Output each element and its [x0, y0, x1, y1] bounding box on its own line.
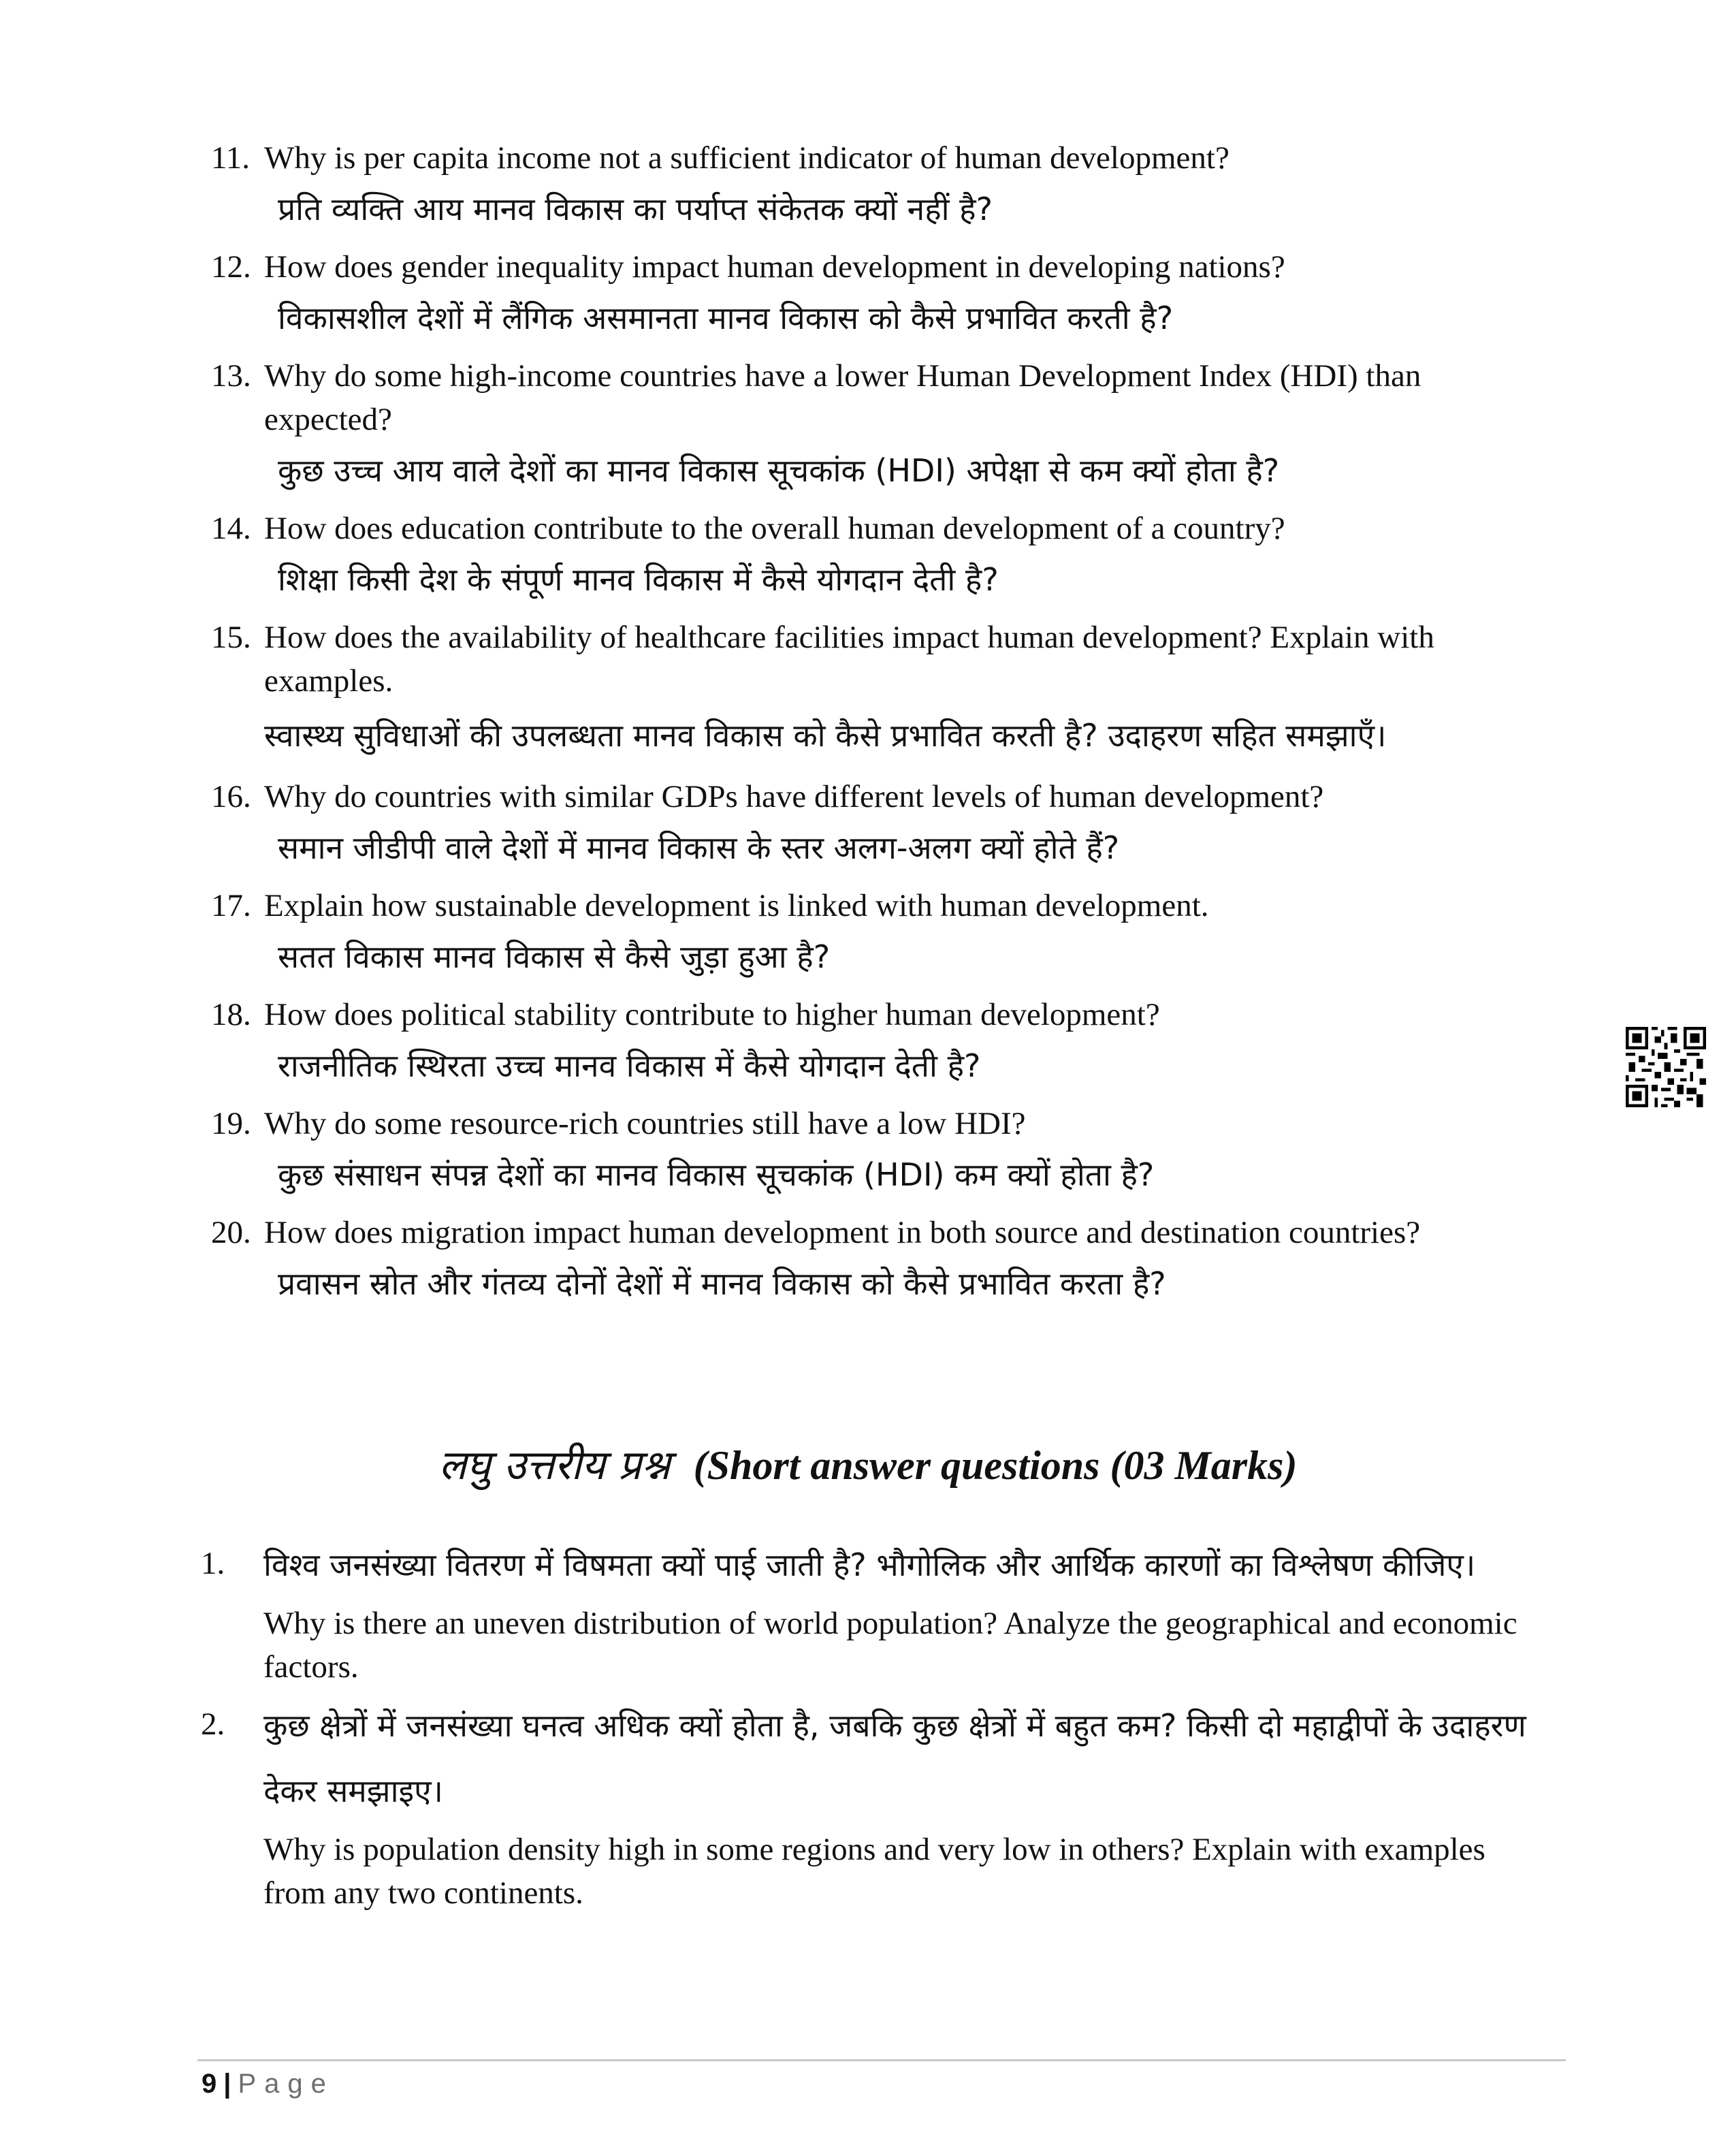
section-heading-hi: लघु उत्तरीय प्रश्न	[438, 1442, 671, 1489]
question-text-en: How does migration impact human development in both source and destination countries?	[264, 1215, 1421, 1250]
question-text-en: How does political stability contribute to higher human development?	[264, 997, 1160, 1032]
question-text-en: Why do countries with similar GDPs have different levels of human development?	[264, 779, 1324, 814]
question-text-hi: विश्व जनसंख्या वितरण में विषमता क्यों पाई जाती है? भौगोलिक और आर्थिक कारणों का विश्लेषण कीजिए।	[263, 1546, 1476, 1583]
question-item	[211, 993, 1539, 1095]
question-text-hi: प्रति व्यक्ति आय मानव विकास का पर्याप्त संकेतक क्यों नहीं है?	[278, 191, 993, 227]
question-text-en: Why do some resource-rich countries still have a low HDI?	[264, 1106, 1026, 1141]
page-label: Page	[238, 2069, 334, 2099]
question-number: 15.	[211, 620, 251, 655]
question-text-hi: राजनीतिक स्थिरता उच्च मानव विकास में कैसे योगदान देती है?	[278, 1047, 981, 1084]
question-text-hi: विकासशील देशों में लैंगिक असमानता मानव विकास को कैसे प्रभावित करती है?	[278, 300, 1174, 336]
question-item	[211, 616, 1539, 768]
question-number: 20.	[211, 1215, 251, 1250]
question-number: 2.	[201, 1706, 225, 1742]
question-text-en: How does gender inequality impact human development in developing nations?	[264, 249, 1285, 285]
question-number: 1.	[201, 1546, 225, 1581]
question-number: 17.	[211, 888, 251, 923]
question-text-hi: समान जीडीपी वाले देशों में मानव विकास के स्तर अलग-अलग क्यों होते हैं?	[278, 829, 1120, 866]
question-number: 14.	[211, 511, 251, 546]
question-text-en: Why is there an uneven distribution of world population? Analyze the geographical and economic factors.	[263, 1606, 1517, 1685]
question-number: 19.	[211, 1106, 251, 1141]
question-text-en: Explain how sustainable development is linked with human development.	[264, 888, 1209, 923]
question-number: 13.	[211, 358, 251, 394]
question-text-hi: स्वास्थ्य सुविधाओं की उपलब्धता मानव विकास को कैसे प्रभावित करती है? उदाहरण सहित समझाएँ।	[264, 717, 1387, 754]
question-text-en: Why is per capita income not a sufficient indicator of human development?	[264, 140, 1229, 176]
question-text-hi: प्रवासन स्रोत और गंतव्य दोनों देशों में मानव विकास को कैसे प्रभावित करता है?	[278, 1265, 1166, 1302]
short-answer-list	[201, 1532, 1549, 1919]
question-text-hi: कुछ उच्च आय वाले देशों का मानव विकास सूचकांक (HDI) अपेक्षा से कम क्यों होता है?	[278, 452, 1280, 489]
question-number: 18.	[211, 997, 251, 1032]
question-text-hi: कुछ क्षेत्रों में जनसंख्या घनत्व अधिक क्यों होता है, जबकि कुछ क्षेत्रों में बहुत कम? किसी दो महाद्वीपों के उदाहरण देकर समझाइए।	[263, 1707, 1526, 1809]
question-item	[211, 775, 1539, 877]
question-item	[211, 245, 1539, 347]
question-number: 16.	[211, 779, 251, 814]
footer-divider	[197, 2059, 1566, 2061]
question-item	[211, 1211, 1539, 1313]
qr-code-icon	[1626, 1027, 1706, 1107]
question-text-hi: कुछ संसाधन संपन्न देशों का मानव विकास सूचकांक (HDI) कम क्यों होता है?	[278, 1156, 1155, 1193]
short-answer-item	[201, 1532, 1549, 1689]
long-question-list	[211, 136, 1539, 1320]
question-number: 11.	[211, 140, 251, 176]
question-item	[211, 507, 1539, 609]
question-item	[211, 1102, 1539, 1204]
question-text-en: Why is population density high in some regions and very low in others? Explain with examples from any two continents.	[263, 1832, 1485, 1911]
question-text-hi: सतत विकास मानव विकास से कैसे जुड़ा हुआ है?	[278, 938, 831, 975]
question-item	[211, 136, 1539, 238]
short-answer-item	[201, 1693, 1549, 1915]
question-item	[211, 884, 1539, 986]
question-text-en: Why do some high-income countries have a lower Human Development Index (HDI) than expected?	[264, 358, 1421, 437]
question-text-en: How does the availability of healthcare facilities impact human development? Explain with examples.	[264, 620, 1434, 699]
question-number: 12.	[211, 249, 251, 285]
section-heading	[0, 1435, 1736, 1491]
question-text-hi: शिक्षा किसी देश के संपूर्ण मानव विकास में कैसे योगदान देती है?	[278, 561, 999, 598]
page-footer	[202, 2063, 334, 2104]
question-item	[211, 354, 1539, 500]
footer-separator: |	[223, 2069, 231, 2099]
section-heading-en: (Short answer questions (03 Marks)	[693, 1443, 1298, 1488]
page-number: 9	[202, 2069, 217, 2099]
question-text-en: How does education contribute to the overall human development of a country?	[264, 511, 1285, 546]
